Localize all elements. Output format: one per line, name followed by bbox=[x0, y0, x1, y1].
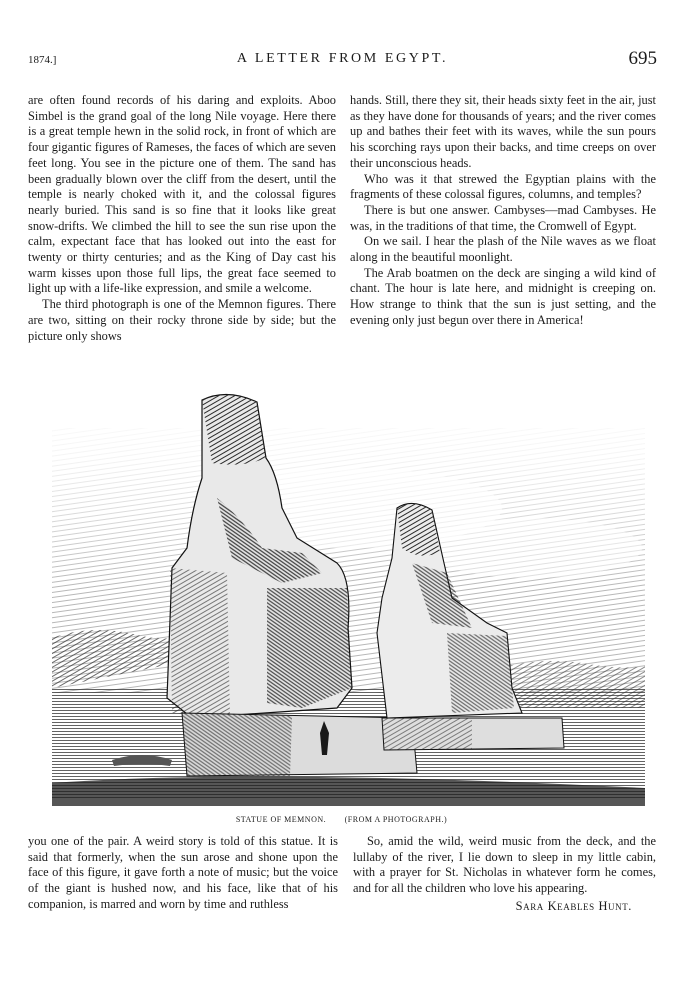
paragraph: There is but one answer. Cambyses—mad Cambyses. He was, in the traditions of that time, the Cromwell of Egypt. bbox=[350, 202, 656, 233]
paragraph: hands. Still, there they sit, their heads sixty feet in the air, just as they have done for thousands of years; and the river comes up and bathes their feet with its waves, while the sun pours his scorching rays upon their backs, and time creeps on over their unconscious heads. bbox=[350, 93, 656, 170]
column-top-left bbox=[28, 93, 336, 344]
paragraph: Who was it that strewed the Egyptian plains with the fragments of these colossal figures, columns, and temples? bbox=[350, 171, 656, 202]
running-header bbox=[28, 50, 657, 70]
paragraph: The Arab boatmen on the deck are singing a wild kind of chant. The hour is late here, and midnight is creeping on. How strange to think that the sun is just setting, and the evening only just begun over there in America! bbox=[350, 265, 656, 327]
paragraph: On we sail. I hear the plash of the Nile waves as we float along in the beautiful moonlight. bbox=[350, 234, 656, 265]
header-title: A LETTER FROM EGYPT. bbox=[236, 51, 449, 66]
column-bottom-right bbox=[353, 834, 656, 915]
paragraph: The third photograph is one of the Memnon figures. There are two, sitting on their rocky throne side by side; but the picture only shows bbox=[28, 297, 336, 343]
header-year: 1874.] bbox=[28, 54, 57, 66]
paragraph: are often found records of his daring and exploits. Aboo Simbel is the grand goal of the long Nile voyage. Here there is a great temple hewn in the solid rock, in front of which are four gigantic figures of Rameses, the faces of which are seven feet long. You see in the picture one of them. The sand has been gradually blown over the cliff from the desert, until the temple is nearly choked with it, and the colossal figures nearly buried. This sand is so fine that it looks like great snow-drifts. We climbed the hill to see the sun rise upon the calm, expectant face that has looked out into the east for twenty or thirty centuries; and as the King of Day cast his warm kisses upon those full lips, the great face seemed to light up with a life-like expression, and smile a welcome. bbox=[28, 93, 336, 296]
page-number: 695 bbox=[628, 48, 657, 69]
caption-title: STATUE OF MEMNON. bbox=[235, 815, 327, 824]
paragraph: So, amid the wild, weird music from the deck, and the lullaby of the river, I lie down to sleep in my little cabin, with a prayer for St. Nicholas in whatever form he comes, and for all the children who love his appearing. bbox=[353, 834, 656, 896]
author-signature: Sara Keables Hunt. bbox=[515, 898, 632, 913]
paragraph: you one of the pair. A weird story is told of this statue. It is said that formerly, when the sun arose and shone upon the face of this figure, it gave forth a note of music; but the voice of the giant is hushed now, and his face, like that of his companion, is marred and worn by time and ruthless bbox=[28, 834, 338, 911]
figure-caption bbox=[0, 815, 683, 824]
memnon-engraving bbox=[52, 388, 645, 808]
column-bottom-left bbox=[28, 834, 338, 913]
column-top-right bbox=[350, 93, 656, 329]
caption-note: (FROM A PHOTOGRAPH.) bbox=[344, 815, 448, 824]
